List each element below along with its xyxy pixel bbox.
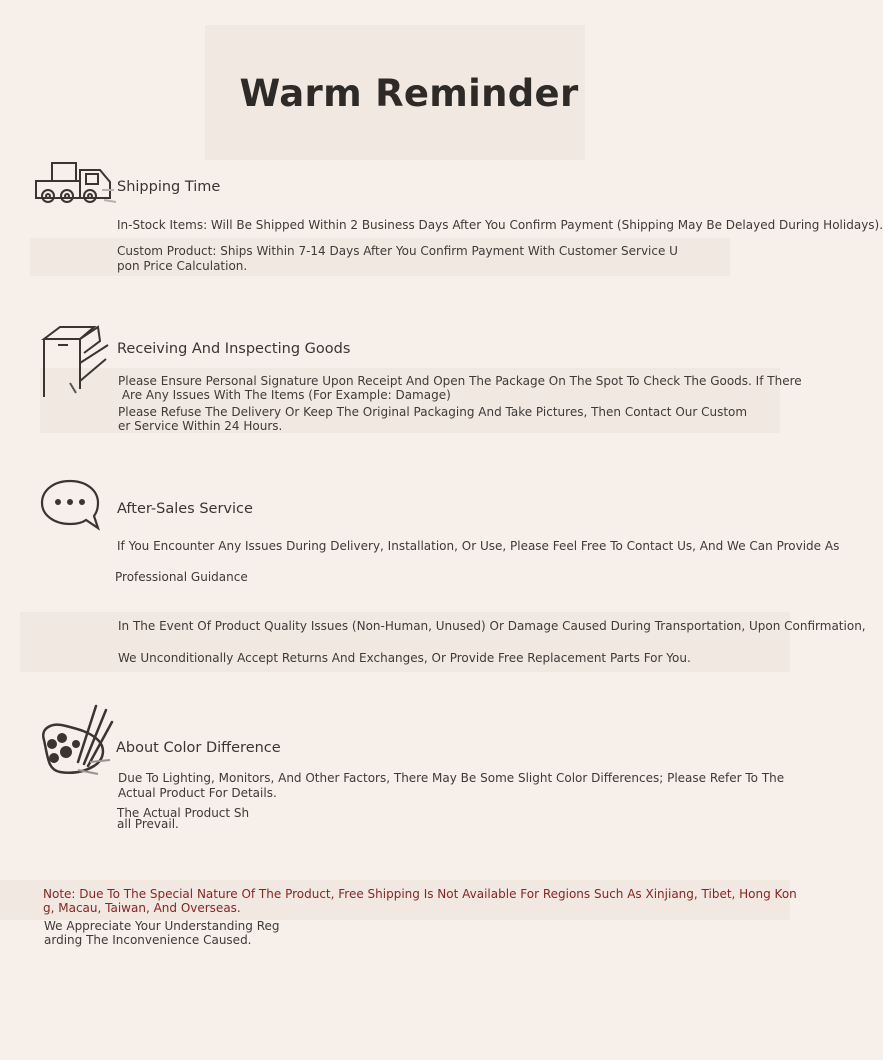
page-title: Warm Reminder [239, 72, 579, 115]
color-line: The Actual Product Sh [117, 806, 250, 820]
note-line: g, Macau, Taiwan, And Overseas. [43, 901, 241, 915]
palette-icon [38, 700, 116, 784]
speech-bubble-icon [40, 478, 102, 536]
aftersales-line: In The Event Of Product Quality Issues (Non-Human, Unused) Or Damage Caused During Transportation, Upon Confirmation, [118, 619, 866, 633]
section-heading-shipping: Shipping Time [117, 179, 221, 195]
section-heading-aftersales: After-Sales Service [117, 501, 253, 517]
color-line: Due To Lighting, Monitors, And Other Factors, There May Be Some Slight Color Differences; Please Refer To The [118, 771, 785, 785]
box-icon [40, 323, 112, 407]
aftersales-line: We Unconditionally Accept Returns And Exchanges, Or Provide Free Replacement Parts For You. [118, 651, 691, 665]
receiving-line: Please Ensure Personal Signature Upon Receipt And Open The Package On The Spot To Check The Goods. If There [118, 374, 802, 388]
truck-icon [34, 160, 118, 212]
section-heading-color: About Color Difference [116, 740, 281, 756]
shipping-line: In-Stock Items: Will Be Shipped Within 2 Business Days After You Confirm Payment (Shipping May Be Delayed During Holidays). [117, 218, 883, 232]
note-line: We Appreciate Your Understanding Reg [44, 919, 280, 933]
color-line: Actual Product For Details. [118, 786, 277, 800]
note-line: Note: Due To The Special Nature Of The Product, Free Shipping Is Not Available For Regions Such As Xinjiang, Tibet, Hong Kon [43, 887, 797, 901]
aftersales-line: If You Encounter Any Issues During Delivery, Installation, Or Use, Please Feel Free To Contact Us, And We Can Provide As [117, 539, 840, 553]
receiving-line: er Service Within 24 Hours. [118, 419, 283, 433]
aftersales-line: Professional Guidance [115, 570, 248, 584]
section-heading-receiving: Receiving And Inspecting Goods [117, 341, 351, 357]
note-line: arding The Inconvenience Caused. [44, 933, 252, 947]
shipping-line: pon Price Calculation. [117, 259, 248, 273]
receiving-line: Please Refuse The Delivery Or Keep The Original Packaging And Take Pictures, Then Contact Our Custom [118, 405, 748, 419]
color-line: all Prevail. [117, 817, 179, 831]
receiving-line: Are Any Issues With The Items (For Example: Damage) [118, 388, 451, 402]
shipping-line: Custom Product: Ships Within 7-14 Days After You Confirm Payment With Customer Service U [117, 244, 678, 258]
